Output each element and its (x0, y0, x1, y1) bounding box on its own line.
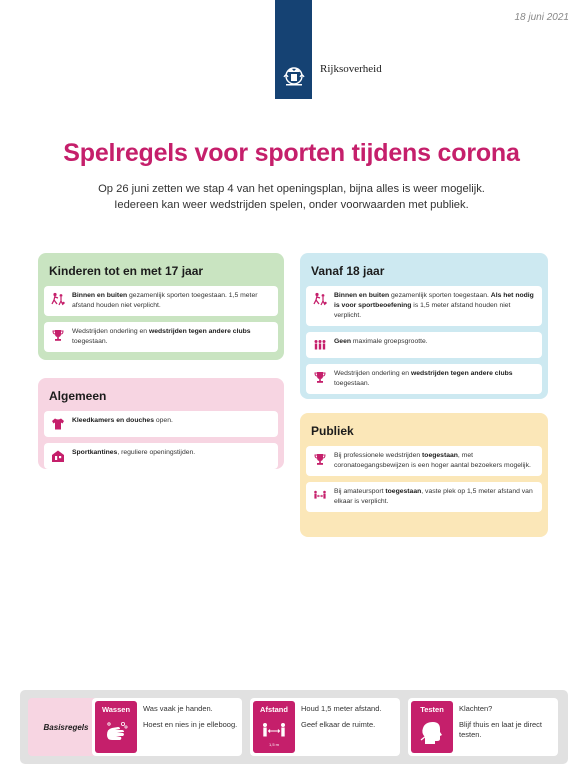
tile-title: Testen (420, 705, 444, 714)
item-text: , met coronatoegangsbewijzen is een hoger aantal bezoekers mogelijk. (334, 452, 531, 469)
item-text: , vaste plek op 1,5 meter afstand van elkaar is verplicht. (334, 488, 533, 505)
card-publiek (300, 413, 548, 537)
list-item (306, 446, 542, 476)
item-bold: toegestaan (422, 452, 458, 459)
list-item (306, 482, 542, 512)
rule-line: Houd 1,5 meter afstand. (301, 704, 382, 713)
afstand-tile (253, 701, 295, 753)
item-text: , reguliere openingstijden. (117, 449, 196, 456)
rule-line: Klachten? (459, 704, 493, 713)
rule-afstand (250, 698, 400, 756)
item-bold: toegestaan (385, 488, 422, 495)
hand-washing-icon (103, 719, 129, 745)
trophy-icon (312, 451, 328, 467)
logo-bar (275, 0, 312, 99)
item-text: gezamenlijk sporten toegestaan. 1,5 meter afstand houden niet verplicht. (72, 292, 258, 309)
crest-icon (281, 63, 307, 89)
item-bold: Als het nodig is voor sportbeoefening (334, 292, 534, 309)
sport-people-icon (312, 291, 328, 307)
item-bold: Binnen en buiten (72, 292, 128, 299)
card-title: Kinderen tot en met 17 jaar (49, 264, 204, 278)
page-title: Spelregels voor sporten tijdens corona (63, 139, 520, 167)
item-bold: wedstrijden tegen andere clubs (148, 328, 251, 335)
list-item (44, 322, 278, 352)
item-text: is 1,5 meter afstand houden niet verplicht. (334, 302, 511, 319)
testen-tile (411, 701, 453, 753)
tile-title: Wassen (101, 705, 131, 714)
distance-icon (312, 487, 328, 503)
card-vanaf-18 (300, 253, 548, 399)
item-text: gezamenlijk sporten toegestaan. (389, 292, 491, 299)
canteen-icon (50, 448, 66, 464)
item-text: Wedstrijden onderling en (334, 370, 411, 377)
shirt-icon (50, 416, 66, 432)
test-swab-icon (419, 719, 445, 745)
rule-line: Blijf thuis en laat je direct testen. (459, 720, 542, 739)
item-bold: Binnen en buiten (334, 292, 390, 299)
rule-wassen (92, 698, 242, 756)
card-kinderen (38, 253, 284, 360)
item-text: Wedstrijden onderling en (72, 328, 149, 335)
list-item (306, 332, 542, 358)
list-item (44, 411, 278, 437)
basisregels-label: Basisregels (28, 698, 104, 756)
card-title: Publiek (311, 424, 354, 438)
org-name: Rijksoverheid (320, 63, 382, 75)
item-bold: Geen (334, 338, 351, 345)
tile-title: Afstand (260, 705, 288, 714)
basisregels-bar (20, 690, 568, 764)
item-text: toegestaan. (72, 338, 108, 345)
intro-line-1: Op 26 juni zetten we stap 4 van het openingsplan, bijna alles is weer mogelijk. (98, 183, 485, 195)
trophy-icon (50, 327, 66, 343)
item-text: Bij amateursport (334, 488, 386, 495)
rule-line: Geef elkaar de ruimte. (301, 720, 376, 729)
list-item (306, 364, 542, 394)
intro (40, 181, 543, 213)
item-text: maximale groepsgrootte. (351, 338, 428, 345)
card-title: Algemeen (49, 389, 107, 403)
list-item (44, 286, 278, 316)
item-bold: wedstrijden tegen andere clubs (410, 370, 513, 377)
trophy-icon (312, 369, 328, 385)
item-text: open. (153, 417, 173, 424)
intro-line-2: Iedereen kan weer wedstrijden spelen, onder voorwaarden met publiek. (114, 199, 469, 211)
rule-line: Hoest en nies in je elleboog. (143, 720, 238, 729)
card-algemeen (38, 378, 284, 469)
group-icon (312, 337, 328, 353)
date: 18 juni 2021 (514, 12, 569, 23)
item-bold: Sportkantines (72, 449, 118, 456)
card-title: Vanaf 18 jaar (311, 264, 385, 278)
item-text: toegestaan. (334, 380, 370, 387)
rule-testen (408, 698, 558, 756)
item-bold: Kleedkamers en douches (72, 417, 154, 424)
item-text: Bij professionele wedstrijden (334, 452, 423, 459)
list-item (44, 443, 278, 469)
rule-line: Was vaak je handen. (143, 704, 213, 713)
distance-note: 1,5 m (268, 742, 279, 747)
sport-people-icon (50, 291, 66, 307)
list-item (306, 286, 542, 326)
wassen-tile (95, 701, 137, 753)
